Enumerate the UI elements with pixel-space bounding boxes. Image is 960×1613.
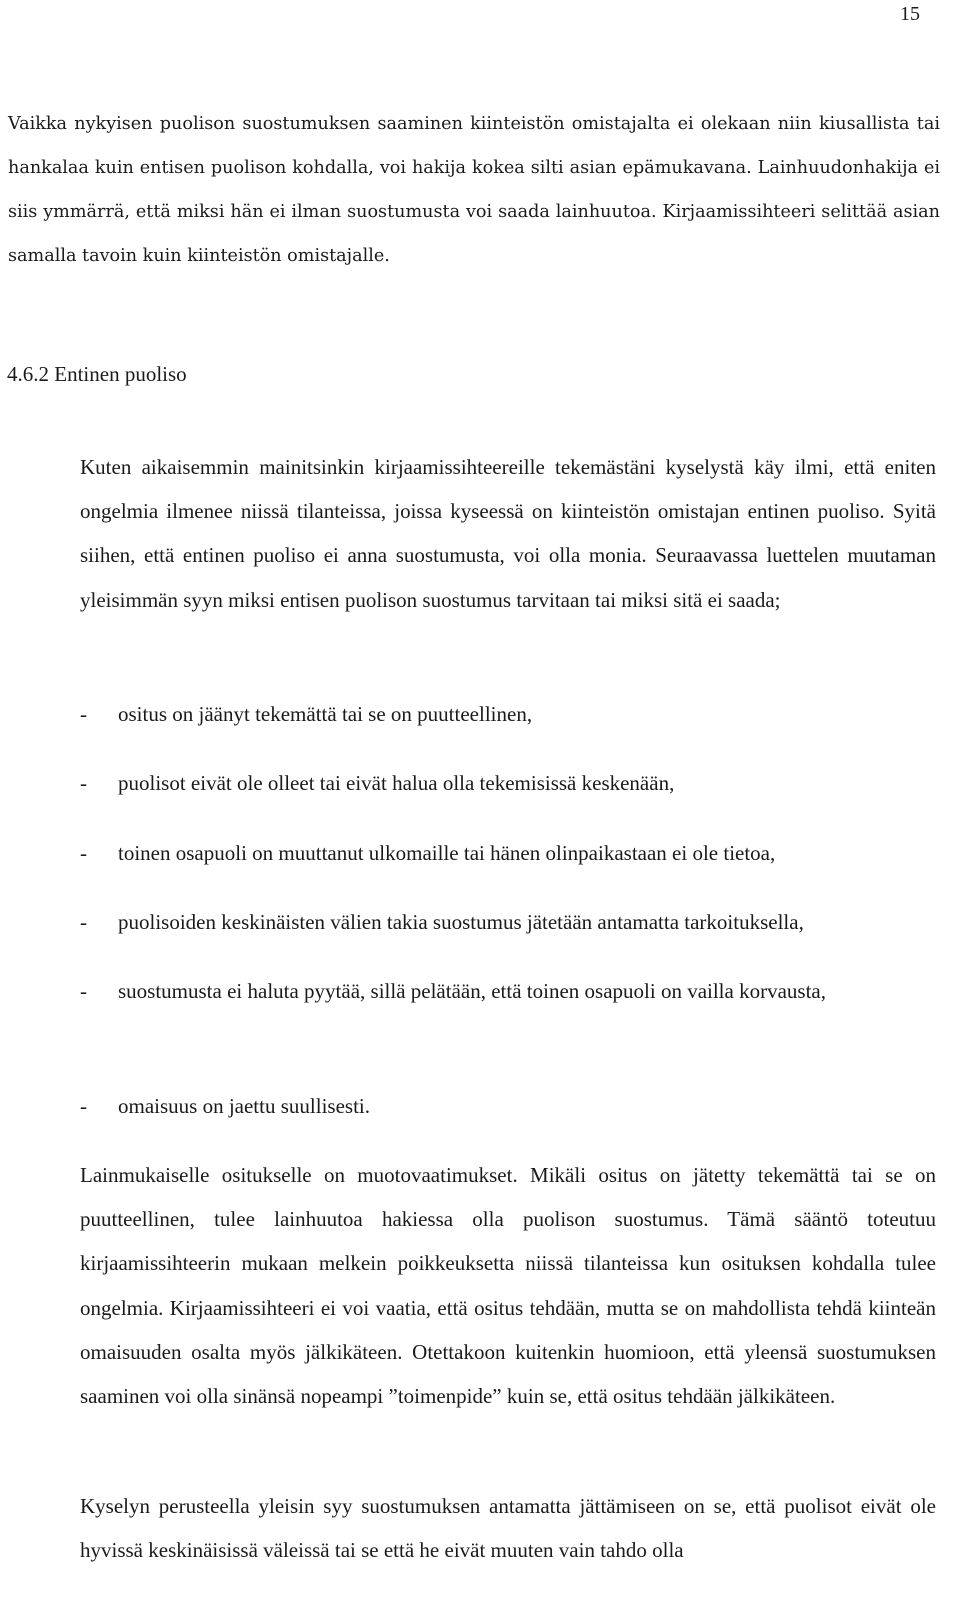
- list-item: [80, 831, 936, 875]
- body-paragraph-1: Kuten aikaisemmin mainitsinkin kirjaamissihteereille tekemästäni kyselystä käy ilmi, että eniten ongelmia ilmenee niissä tilanteissa, joissa kyseessä on kiinteistön omistajan entinen puoliso. Syitä siihen, että entinen puoliso ei anna suostumusta, voi olla monia. Seuraavassa luettelen muutaman yleisimmän syyn miksi entisen puolison suostumus tarvitaan tai miksi sitä ei saada;: [80, 455, 936, 612]
- intro-paragraph: Vaikka nykyisen puolison suostumuksen saaminen kiinteistön omistajalta ei olekaan niin kiusallista tai hankalaa kuin entisen puolison kohdalla, voi hakija kokea silti asian epämukavana. Lainhuudonhakija ei siis ymmärrä, että miksi hän ei ilman suostumusta voi saada lainhuutoa. Kirjaamissihteeri selittää asian samalla tavoin kuin kiinteistön omistajalle.: [8, 114, 940, 266]
- list-dash: -: [80, 910, 87, 934]
- list-item-text: suostumusta ei haluta pyytää, sillä pelätään, että toinen osapuoli on vailla korvausta,: [118, 979, 826, 1003]
- list-item-text: omaisuus on jaettu suullisesti.: [118, 1094, 370, 1118]
- list-dash: -: [80, 841, 87, 865]
- section-heading: 4.6.2 Entinen puoliso: [7, 362, 187, 386]
- list-dash: -: [80, 702, 87, 726]
- page-number: 15: [900, 3, 920, 25]
- list-item-text: puolisot eivät ole olleet tai eivät halua olla tekemisissä keskenään,: [118, 771, 675, 795]
- list-item: [80, 1084, 936, 1128]
- list-item: [80, 969, 936, 1013]
- list-dash: -: [80, 979, 87, 1003]
- list-item-text: toinen osapuoli on muuttanut ulkomaille tai hänen olinpaikastaan ei ole tietoa,: [118, 841, 776, 865]
- body-paragraph-2: Lainmukaiselle ositukselle on muotovaatimukset. Mikäli ositus on jätetty tekemättä tai se on puutteellinen, tulee lainhuutoa hakiessa olla puolison suostumus. Tämä sääntö toteutuu kirjaamissihteerin mukaan melkein poikkeuksetta niissä tilanteissa kun osituksen kohdalla tulee ongelmia. Kirjaamissihteeri ei voi vaatia, että ositus tehdään, mutta se on mahdollista tehdä kiinteän omaisuuden osalta myös jälkikäteen. Otettakoon kuitenkin huomioon, että yleensä suostumuksen saaminen voi olla sinänsä nopeampi ”toimenpide” kuin se, että ositus tehdään jälkikäteen.: [80, 1163, 936, 1409]
- list-item: [80, 692, 936, 736]
- body-paragraph-3: Kyselyn perusteella yleisin syy suostumuksen antamatta jättämiseen on se, että puolisot eivät ole hyvissä keskinäisissä väleissä tai se että he eivät muuten vain tahdo olla: [80, 1494, 936, 1563]
- list-dash: -: [80, 771, 87, 795]
- list-item: [80, 761, 936, 805]
- list-item: [80, 900, 936, 944]
- list-dash: -: [80, 1094, 87, 1118]
- list-item-text: ositus on jäänyt tekemättä tai se on puutteellinen,: [118, 702, 533, 726]
- list-item-text: puolisoiden keskinäisten välien takia suostumus jätetään antamatta tarkoituksella,: [118, 910, 804, 934]
